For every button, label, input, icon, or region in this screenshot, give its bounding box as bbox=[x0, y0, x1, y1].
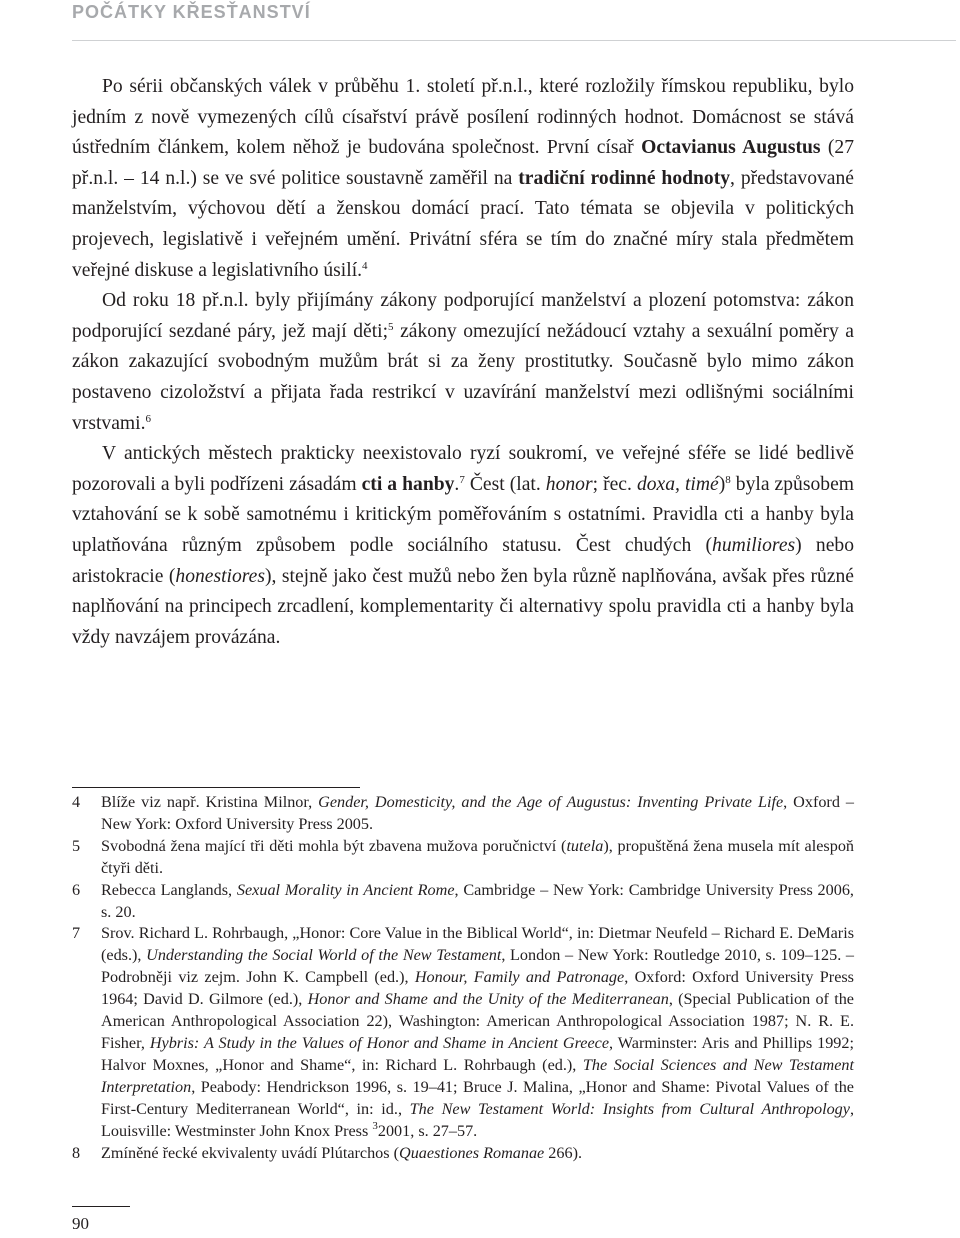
footnote-number: 7 bbox=[72, 924, 81, 943]
main-text bbox=[72, 72, 854, 653]
book-title: Gender, Domesticity, and the Age of Augustus: Inventing Private Life bbox=[318, 793, 784, 811]
footnote-text bbox=[101, 792, 854, 836]
footnote-number: 6 bbox=[72, 880, 81, 899]
text-run: ) nebo aristokracie ( bbox=[72, 534, 854, 587]
footnote-text bbox=[101, 923, 854, 1142]
italic-term: honor bbox=[545, 473, 593, 495]
footnote-ref[interactable]: 7 bbox=[459, 473, 465, 486]
page-number-divider bbox=[72, 1206, 130, 1207]
footnote-8 bbox=[72, 1143, 854, 1165]
text-run: , (Special Publication of the American Anthropological Association 22), Washington: American Anthropological Association 1987; N. R. E. Fisher, bbox=[101, 990, 854, 1052]
footnote-6 bbox=[72, 880, 854, 924]
text-run: , představované manželstvím, výchovou dětí a ženskou domácí prací. Tato témata se objevila v politických projevech, legislativě i veřejném umění. Privátní sféra se tím do značné míry stala předmětem veřejné diskuse a legislativního úsilí. bbox=[72, 167, 854, 281]
italic-term: tutela bbox=[566, 836, 604, 855]
paragraph-2 bbox=[72, 286, 854, 439]
paragraph-1 bbox=[72, 72, 854, 286]
text-run: , Peabody: Hendrickson 1996, s. 19–41; Bruce J. Malina, „Honor and Shame: Pivotal Values of the First-Century Mediterranean World“, in: id., bbox=[101, 1077, 854, 1118]
text-run: V antických městech prakticky neexistovalo ryzí soukromí, ve veřejné sféře se lidé bedlivě pozorovali a byli podřízeni zásadám bbox=[72, 443, 854, 495]
text-run: Od roku 18 př.n.l. byly přijímány zákony podporující manželství a plození potomstva: zákon podporující sezdané páry, jež mají děti; bbox=[72, 290, 854, 342]
text-run: Po sérii občanských válek v průběhu 1. století př.n.l., které rozložily římskou republiku, bylo jedním z nově vymezených cílů císařství právě posílení rodinných hodnot. Domácnost se stává ústředním článkem, kolem něhož je budována společnost. První císař bbox=[72, 76, 854, 159]
text-run: . bbox=[454, 473, 460, 495]
footnote-number: 4 bbox=[72, 793, 81, 811]
text-run: , Oxford: Oxford University Press 1964; David D. Gilmore (ed.), bbox=[101, 968, 854, 1009]
text-run: Svobodná žena mající tři děti mohla být zbavena mužova poručnictví ( bbox=[101, 836, 567, 855]
italic-term: honestiores bbox=[175, 565, 266, 587]
header-divider bbox=[72, 40, 956, 41]
page-number: 90 bbox=[72, 1214, 89, 1233]
book-title: The Social Sciences and New Testament Interpretation bbox=[101, 1055, 854, 1096]
text-run: 266). bbox=[544, 1143, 582, 1162]
footnote-text bbox=[101, 1143, 854, 1165]
book-title: Quaestiones Romanae bbox=[399, 1143, 545, 1162]
text-run: , Warminster: Aris and Phillips 1992; Halvor Moxnes, „Honor and Shame“, in: Richard L. Rohrbaugh (ed.), bbox=[101, 1033, 854, 1074]
paragraph-3 bbox=[72, 439, 854, 653]
italic-term: doxa, timé bbox=[636, 473, 719, 495]
text-run: , Louisville: Westminster John Knox Press bbox=[101, 1099, 855, 1140]
text-run: , London – New York: Routledge 2010, s. 109–125. – Podrobněji viz zejm. John K. Campbell (ed.), bbox=[101, 946, 855, 987]
footnote-5 bbox=[72, 836, 854, 880]
footnote-number: 5 bbox=[72, 836, 81, 855]
footnote-text bbox=[101, 836, 854, 880]
text-run: (27 př.n.l. – 14 n.l.) se ve své politice soustavně zaměřil na bbox=[72, 137, 854, 189]
text-run: Čest (lat. bbox=[464, 473, 546, 495]
footnote-ref[interactable]: 5 bbox=[388, 320, 394, 333]
text-run: byla způsobem vztahování se k sobě samotnému i kritickým poměřováním s ostatními. Pravidla cti a hanby byla uplatňována různým způsobem podle sociálního statusu. Čest chudých ( bbox=[72, 473, 855, 556]
italic-term: humiliores bbox=[712, 534, 796, 556]
text-run: , Oxford – New York: Oxford University Press 2005. bbox=[101, 793, 854, 833]
text-run: Rebecca Langlands, bbox=[101, 880, 237, 899]
bold-term: tradiční rodinné hodnoty bbox=[518, 167, 731, 189]
text-run: ; řec. bbox=[592, 473, 637, 495]
footnote-text bbox=[101, 880, 854, 924]
text-run: 2001, s. 27–57. bbox=[377, 1121, 478, 1140]
footnote-divider bbox=[72, 787, 360, 788]
bold-term: cti a hanby bbox=[361, 473, 455, 495]
footnote-ref[interactable]: 8 bbox=[725, 473, 731, 486]
footnote-4 bbox=[72, 792, 854, 836]
text-run: Srov. Richard L. Rohrbaugh, „Honor: Core Value in the Biblical World“, in: Dietmar Neufeld – Richard E. DeMaris (eds.), bbox=[101, 924, 854, 965]
text-run: Blíže viz např. Kristina Milnor, bbox=[101, 793, 319, 811]
book-title: The New Testament World: Insights from Cultural Anthropology bbox=[409, 1099, 850, 1118]
book-title: Hybris: A Study in the Values of Honor and Shame in Ancient Greece bbox=[149, 1033, 610, 1052]
book-title: Sexual Morality in Ancient Rome bbox=[236, 880, 455, 899]
footnotes bbox=[72, 792, 854, 1164]
text-run: Zmíněné řecké ekvivalenty uvádí Plútarchos ( bbox=[101, 1143, 400, 1162]
footnote-ref[interactable]: 4 bbox=[362, 259, 368, 272]
bold-term: Octavianus Augustus bbox=[641, 137, 821, 159]
edition-superscript: 3 bbox=[372, 1119, 378, 1132]
text-run: ) bbox=[718, 473, 726, 495]
footnote-ref[interactable]: 6 bbox=[145, 412, 151, 425]
text-run: zákony omezující nežádoucí vztahy a sexuální poměry a zákon zakazující svobodným mužům brát si za ženy prostitutky. Současně bylo mimo zákon postaveno cizoložství a přijata řada restrikcí v uzavírání manželství mezi odlišnými sociálními vrstvami. bbox=[72, 320, 854, 434]
book-title: Honor and Shame and the Unity of the Mediterranean bbox=[307, 990, 669, 1009]
footnote-7 bbox=[72, 923, 854, 1142]
text-run: ), stejně jako čest mužů nebo žen byla různě naplňována, avšak přes různé naplňování na principech zrcadlení, komplementarity či alternativy spolu pravidla cti a hanby byla vždy navzájem provázána. bbox=[72, 565, 855, 648]
book-title: Understanding the Social World of the New Testament bbox=[146, 946, 502, 965]
text-run: ), propuštěná žena musela mít alespoň čtyři děti. bbox=[101, 836, 855, 877]
running-header: POČÁTKY KŘESŤANSTVÍ bbox=[72, 2, 311, 22]
footnote-number: 8 bbox=[72, 1143, 81, 1162]
book-title: Honour, Family and Patronage bbox=[414, 968, 625, 987]
text-run: , Cambridge – New York: Cambridge University Press 2006, s. 20. bbox=[101, 880, 854, 921]
